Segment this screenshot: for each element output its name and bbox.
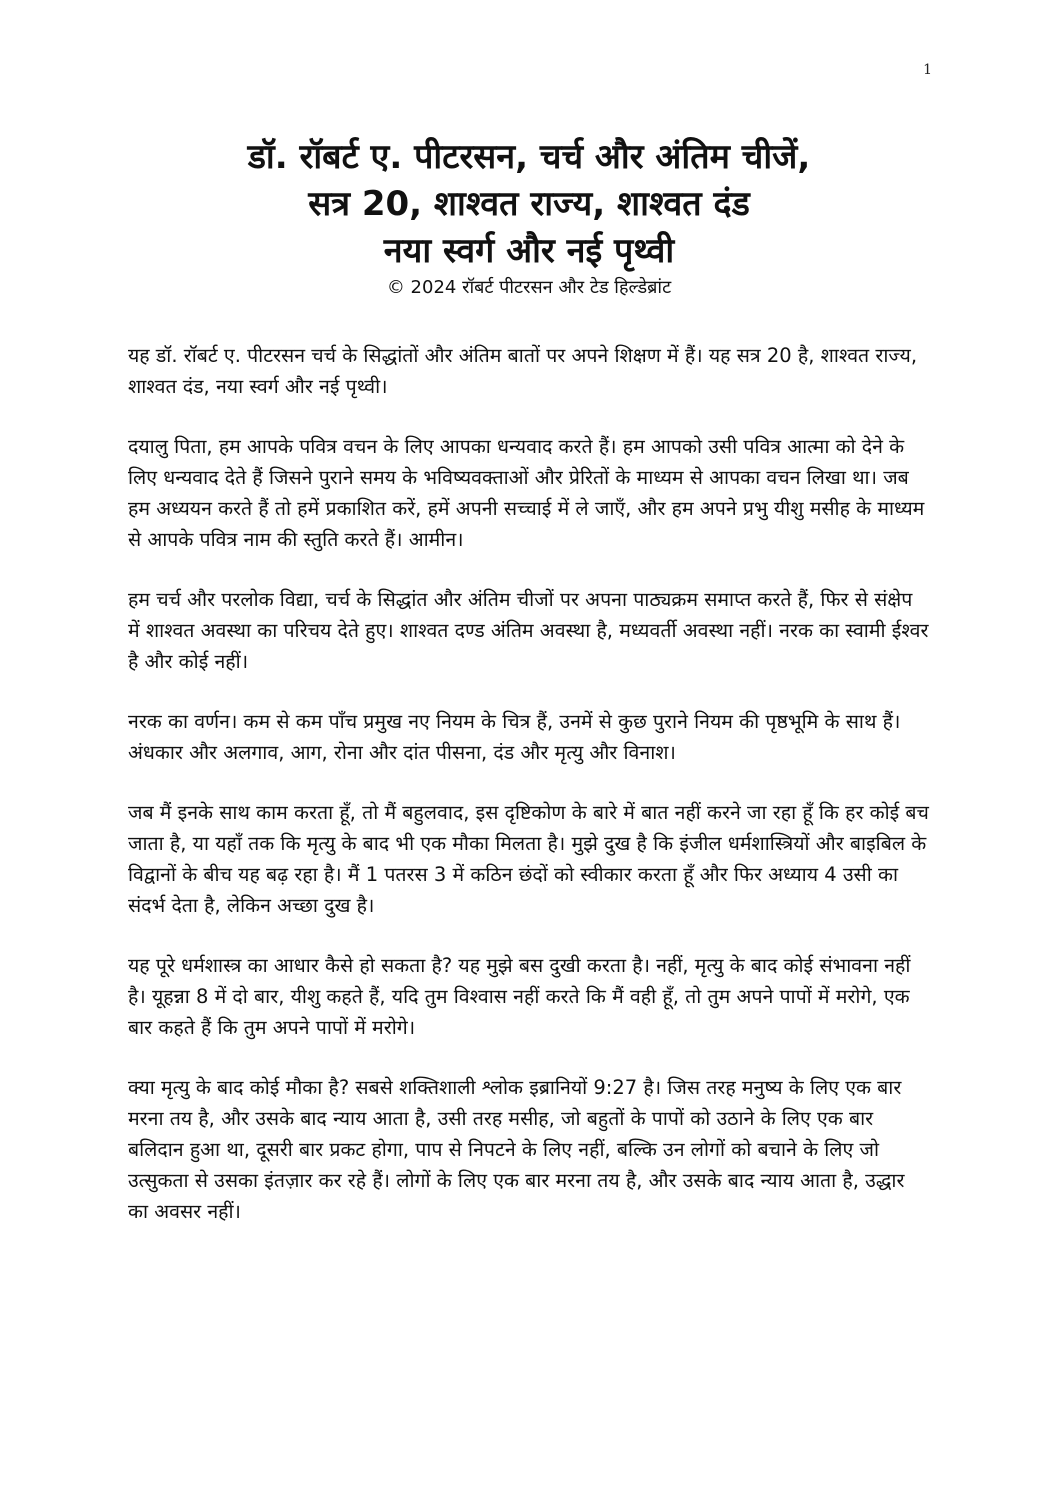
title-line-2: सत्र 20, शाश्वत राज्य, शाश्वत दंड	[308, 184, 750, 224]
body-text	[128, 340, 930, 1256]
copyright-line: © 2024 रॉबर्ट पीटरसन और टेड हिल्डेब्रांट	[386, 277, 672, 298]
title-line-3: नया स्वर्ग और नई पृथ्वी	[383, 231, 675, 271]
title-line-1: डॉ. रॉबर्ट ए. पीटरसन, चर्च और अंतिम चीजें,	[247, 137, 811, 177]
paragraph-intro: यह डॉ. रॉबर्ट ए. पीटरसन चर्च के सिद्धांतों और अंतिम बातों पर अपने शिक्षण में हैं। यह सत्र 20 है, शाश्वत राज्य, शाश्वत दंड, नया स्वर्ग और नई पृथ्वी।	[128, 344, 918, 398]
paragraph-pluralism: जब मैं इनके साथ काम करता हूँ, तो मैं बहुलवाद, इस दृष्टिकोण के बारे में बात नहीं करने जा रहा हूँ कि हर कोई बच जाता है, या यहाँ तक कि मृत्यु के बाद भी एक मौका मिलता है। मुझे दुख है कि इंजील धर्मशास्त्रियों और बाइबिल के विद्वानों के बीच यह बढ़ रहा है। मैं 1 पतरस 3 में कठिन छंदों को स्वीकार करता हूँ और फिर अध्याय 4 उसी का संदर्भ देता है, लेकिन अच्छा दुख है।	[128, 801, 929, 917]
paragraph-course-summary: हम चर्च और परलोक विद्या, चर्च के सिद्धांत और अंतिम चीजों पर अपना पाठ्यक्रम समाप्त करते हैं, फिर से संक्षेप में शाश्वत अवस्था का परिचय देते हुए। शाश्वत दण्ड अंतिम अवस्था है, मध्यवर्ती अवस्था नहीं। नरक का स्वामी ईश्वर है और कोई नहीं।	[128, 588, 929, 673]
paragraph-hebrews: क्या मृत्यु के बाद कोई मौका है? सबसे शक्तिशाली श्लोक इब्रानियों 9:27 है। जिस तरह मनुष्य के लिए एक बार मरना तय है, और उसके बाद न्याय आता है, उसी तरह मसीह, जो बहुतों के पापों को उठाने के लिए एक बार बलिदान हुआ था, दूसरी बार प्रकट होगा, पाप से निपटने के लिए नहीं, बल्कि उन लोगों को बचाने के लिए जो उत्सुकता से उसका इंतज़ार कर रहे हैं। लोगों के लिए एक बार मरना तय है, और उसके बाद न्याय आता है, उद्धार का अवसर नहीं।	[128, 1076, 905, 1223]
paragraph-prayer: दयालु पिता, हम आपके पवित्र वचन के लिए आपका धन्यवाद करते हैं। हम आपको उसी पवित्र आत्मा को देने के लिए धन्यवाद देते हैं जिसने पुराने समय के भविष्यवक्ताओं और प्रेरितों के माध्यम से आपका वचन लिखा था। जब हम अध्ययन करते हैं तो हमें प्रकाशित करें, हमें अपनी सच्चाई में ले जाएँ, और हम अपने प्रभु यीशु मसीह के माध्यम से आपके पवित्र नाम की स्तुति करते हैं। आमीन।	[128, 435, 925, 551]
page-number: 1	[923, 62, 932, 78]
title-block	[110, 134, 948, 301]
paragraph-no-second-chance: यह पूरे धर्मशास्त्र का आधार कैसे हो सकता है? यह मुझे बस दुखी करता है। नहीं, मृत्यु के बाद कोई संभावना नहीं है। यूहन्ना 8 में दो बार, यीशु कहते हैं, यदि तुम विश्वास नहीं करते कि मैं वही हूँ, तो तुम अपने पापों में मरोगे, एक बार कहते हैं कि तुम अपने पापों में मरोगे।	[128, 954, 911, 1039]
paragraph-hell-description: नरक का वर्णन। कम से कम पाँच प्रमुख नए नियम के चित्र हैं, उनमें से कुछ पुराने नियम की पृष्ठभूमि के साथ हैं। अंधकार और अलगाव, आग, रोना और दांत पीसना, दंड और मृत्यु और विनाश।	[128, 710, 901, 764]
